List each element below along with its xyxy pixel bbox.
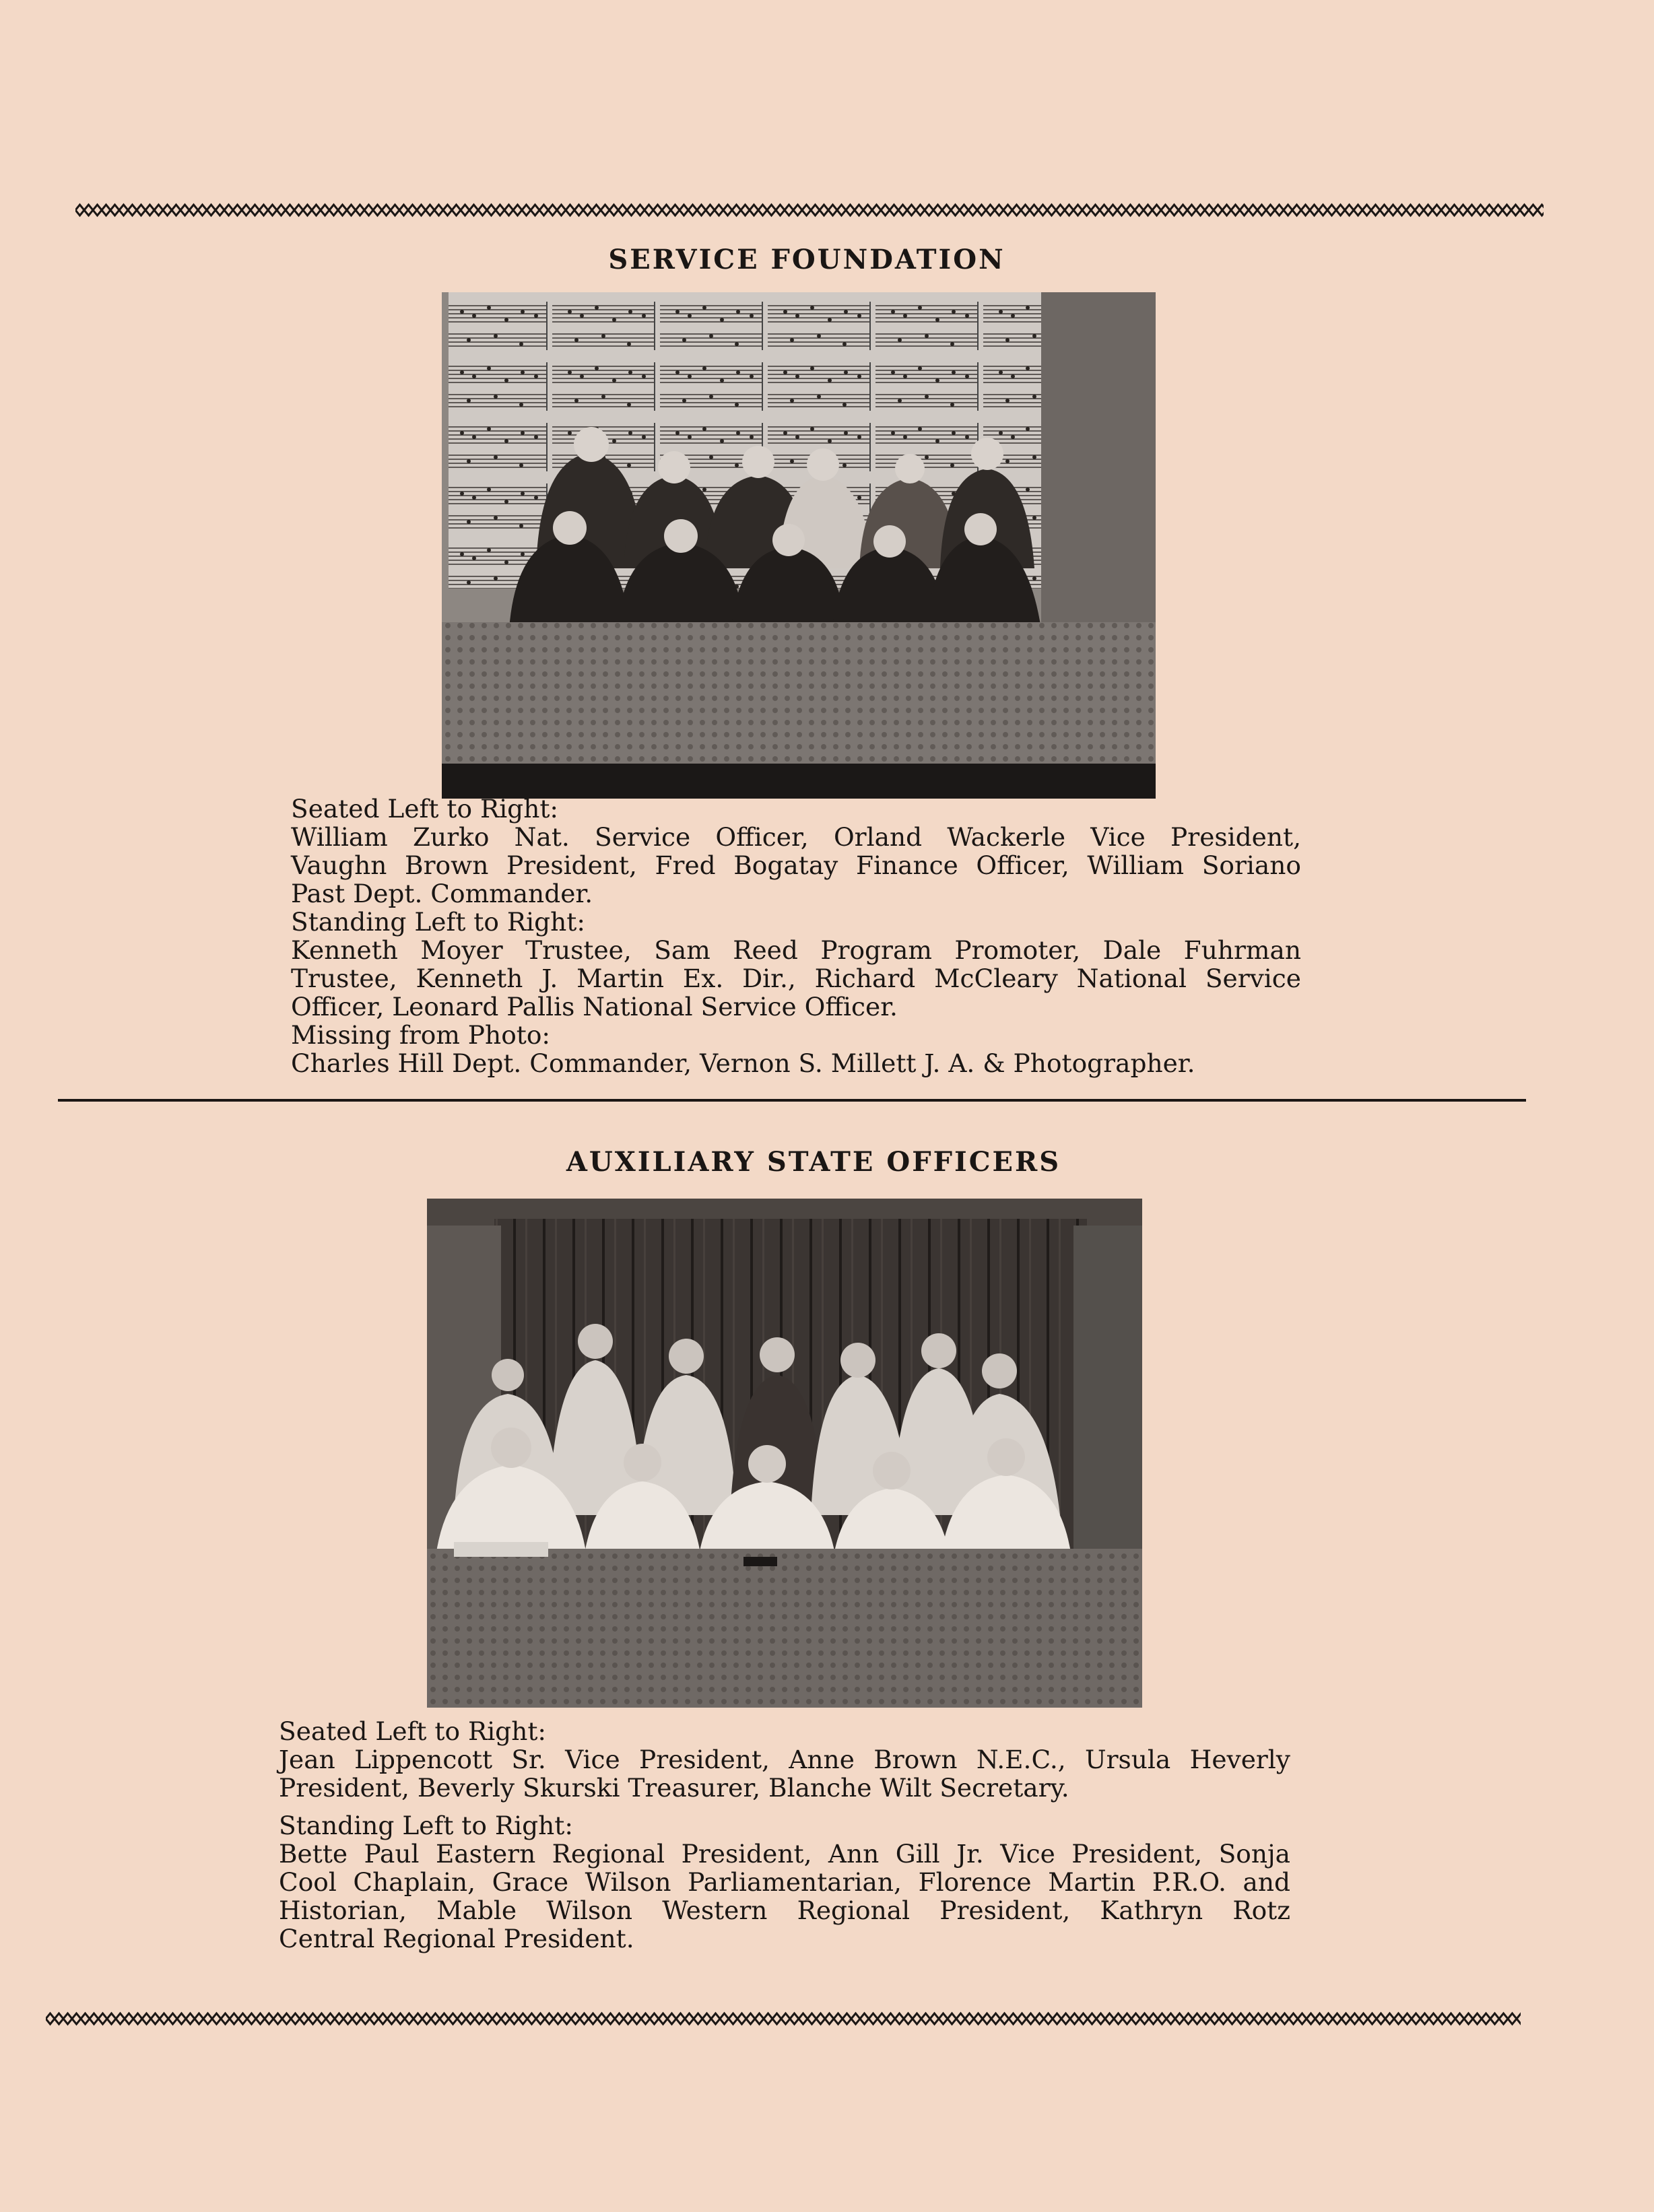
caption-line: Past Dept. Commander. xyxy=(291,879,593,908)
caption-line: Cool Chaplain, Grace Wilson Parliamentarian, Florence Martin P.R.O. and xyxy=(279,1867,1290,1897)
caption-line: Vaughn Brown President, Fred Bogatay Finance Officer, William Soriano xyxy=(291,850,1301,880)
service-foundation-group-photo xyxy=(442,292,1156,799)
caption-line: Kenneth Moyer Trustee, Sam Reed Program Promoter, Dale Fuhrman xyxy=(291,935,1301,965)
decorative-border-top xyxy=(75,201,1544,220)
decorative-border-bottom xyxy=(46,2009,1521,2028)
caption-line: Bette Paul Eastern Regional President, Ann Gill Jr. Vice President, Sonja xyxy=(279,1839,1290,1869)
caption-standing-label: Standing Left to Right: xyxy=(291,907,585,937)
caption-line: Charles Hill Dept. Commander, Vernon S. Millett J. A. & Photographer. xyxy=(291,1048,1195,1078)
caption-line: Trustee, Kenneth J. Martin Ex. Dir., Richard McCleary National Service xyxy=(291,964,1301,993)
caption-standing-label: Standing Left to Right: xyxy=(279,1811,573,1840)
caption-line: Jean Lippencott Sr. Vice President, Anne Brown N.E.C., Ursula Heverly xyxy=(279,1745,1290,1774)
caption-line: Historian, Mable Wilson Western Regional President, Kathryn Rotz xyxy=(279,1896,1290,1925)
service-foundation-caption xyxy=(291,795,1301,1077)
section-divider xyxy=(58,1099,1526,1102)
caption-line: William Zurko Nat. Service Officer, Orland Wackerle Vice President, xyxy=(291,822,1301,852)
caption-seated-label: Seated Left to Right: xyxy=(291,794,559,824)
auxiliary-state-officers-caption xyxy=(279,1717,1290,1953)
caption-missing-label: Missing from Photo: xyxy=(291,1020,551,1050)
auxiliary-state-officers-group-photo xyxy=(427,1199,1142,1708)
caption-line: Officer, Leonard Pallis National Service Officer. xyxy=(291,992,898,1021)
caption-line: President, Beverly Skurski Treasurer, Blanche Wilt Secretary. xyxy=(279,1773,1069,1803)
section-title-auxiliary-state-officers: AUXILIARY STATE OFFICERS xyxy=(566,1146,1061,1178)
caption-line: Central Regional President. xyxy=(279,1924,634,1953)
caption-seated-label: Seated Left to Right: xyxy=(279,1716,547,1746)
section-title-service-foundation: SERVICE FOUNDATION xyxy=(608,244,1005,275)
